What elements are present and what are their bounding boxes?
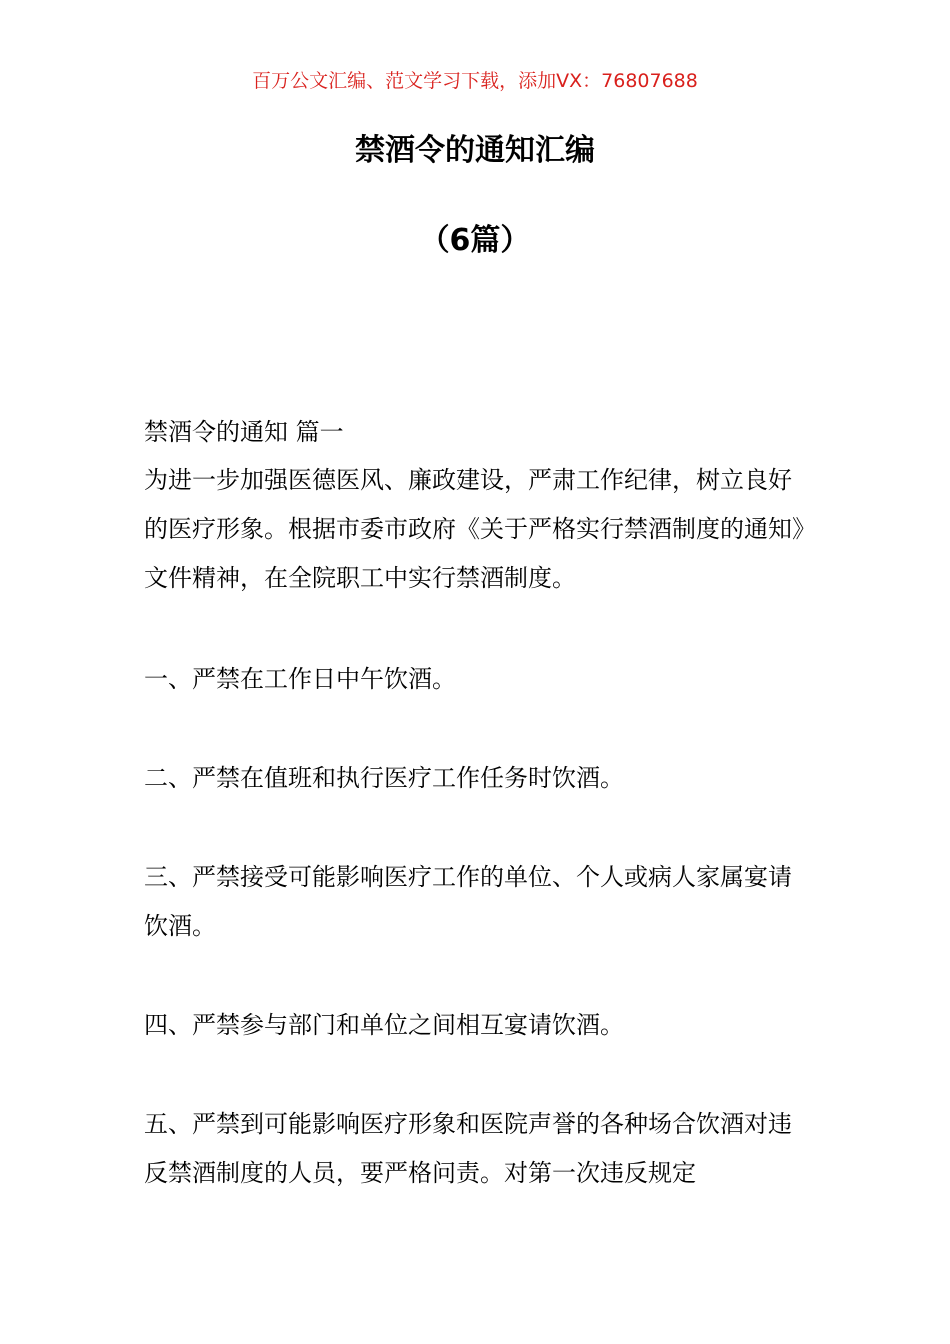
document-count: （6篇） [419,223,531,258]
list-item: 二、严禁在值班和执行医疗工作任务时饮酒。 [144,764,624,792]
header-note: 百万公文汇编、范文学习下载，添加VX：76807688 [252,70,698,92]
list-item: 三、严禁接受可能影响医疗工作的单位、个人或病人家属宴请饮酒。 [144,863,792,940]
list-item: 一、严禁在工作日中午饮酒。 [144,665,456,693]
intro-paragraph: 为进一步加强医德医风、廉政建设，严肃工作纪律，树立良好的医疗形象。根据市委市政府《关于严格实行禁酒制度的通知》文件精神，在全院职工中实行禁酒制度。 [144,466,804,592]
document-title: 禁酒令的通知汇编 [355,133,595,168]
list-item: 五、严禁到可能影响医疗形象和医院声誉的各种场合饮酒对违反禁酒制度的人员，要严格问责。对第一次违反规定 [144,1110,792,1187]
list-item: 四、严禁参与部门和单位之间相互宴请饮酒。 [144,1011,624,1039]
section-heading: 禁酒令的通知 篇一 [144,418,344,446]
